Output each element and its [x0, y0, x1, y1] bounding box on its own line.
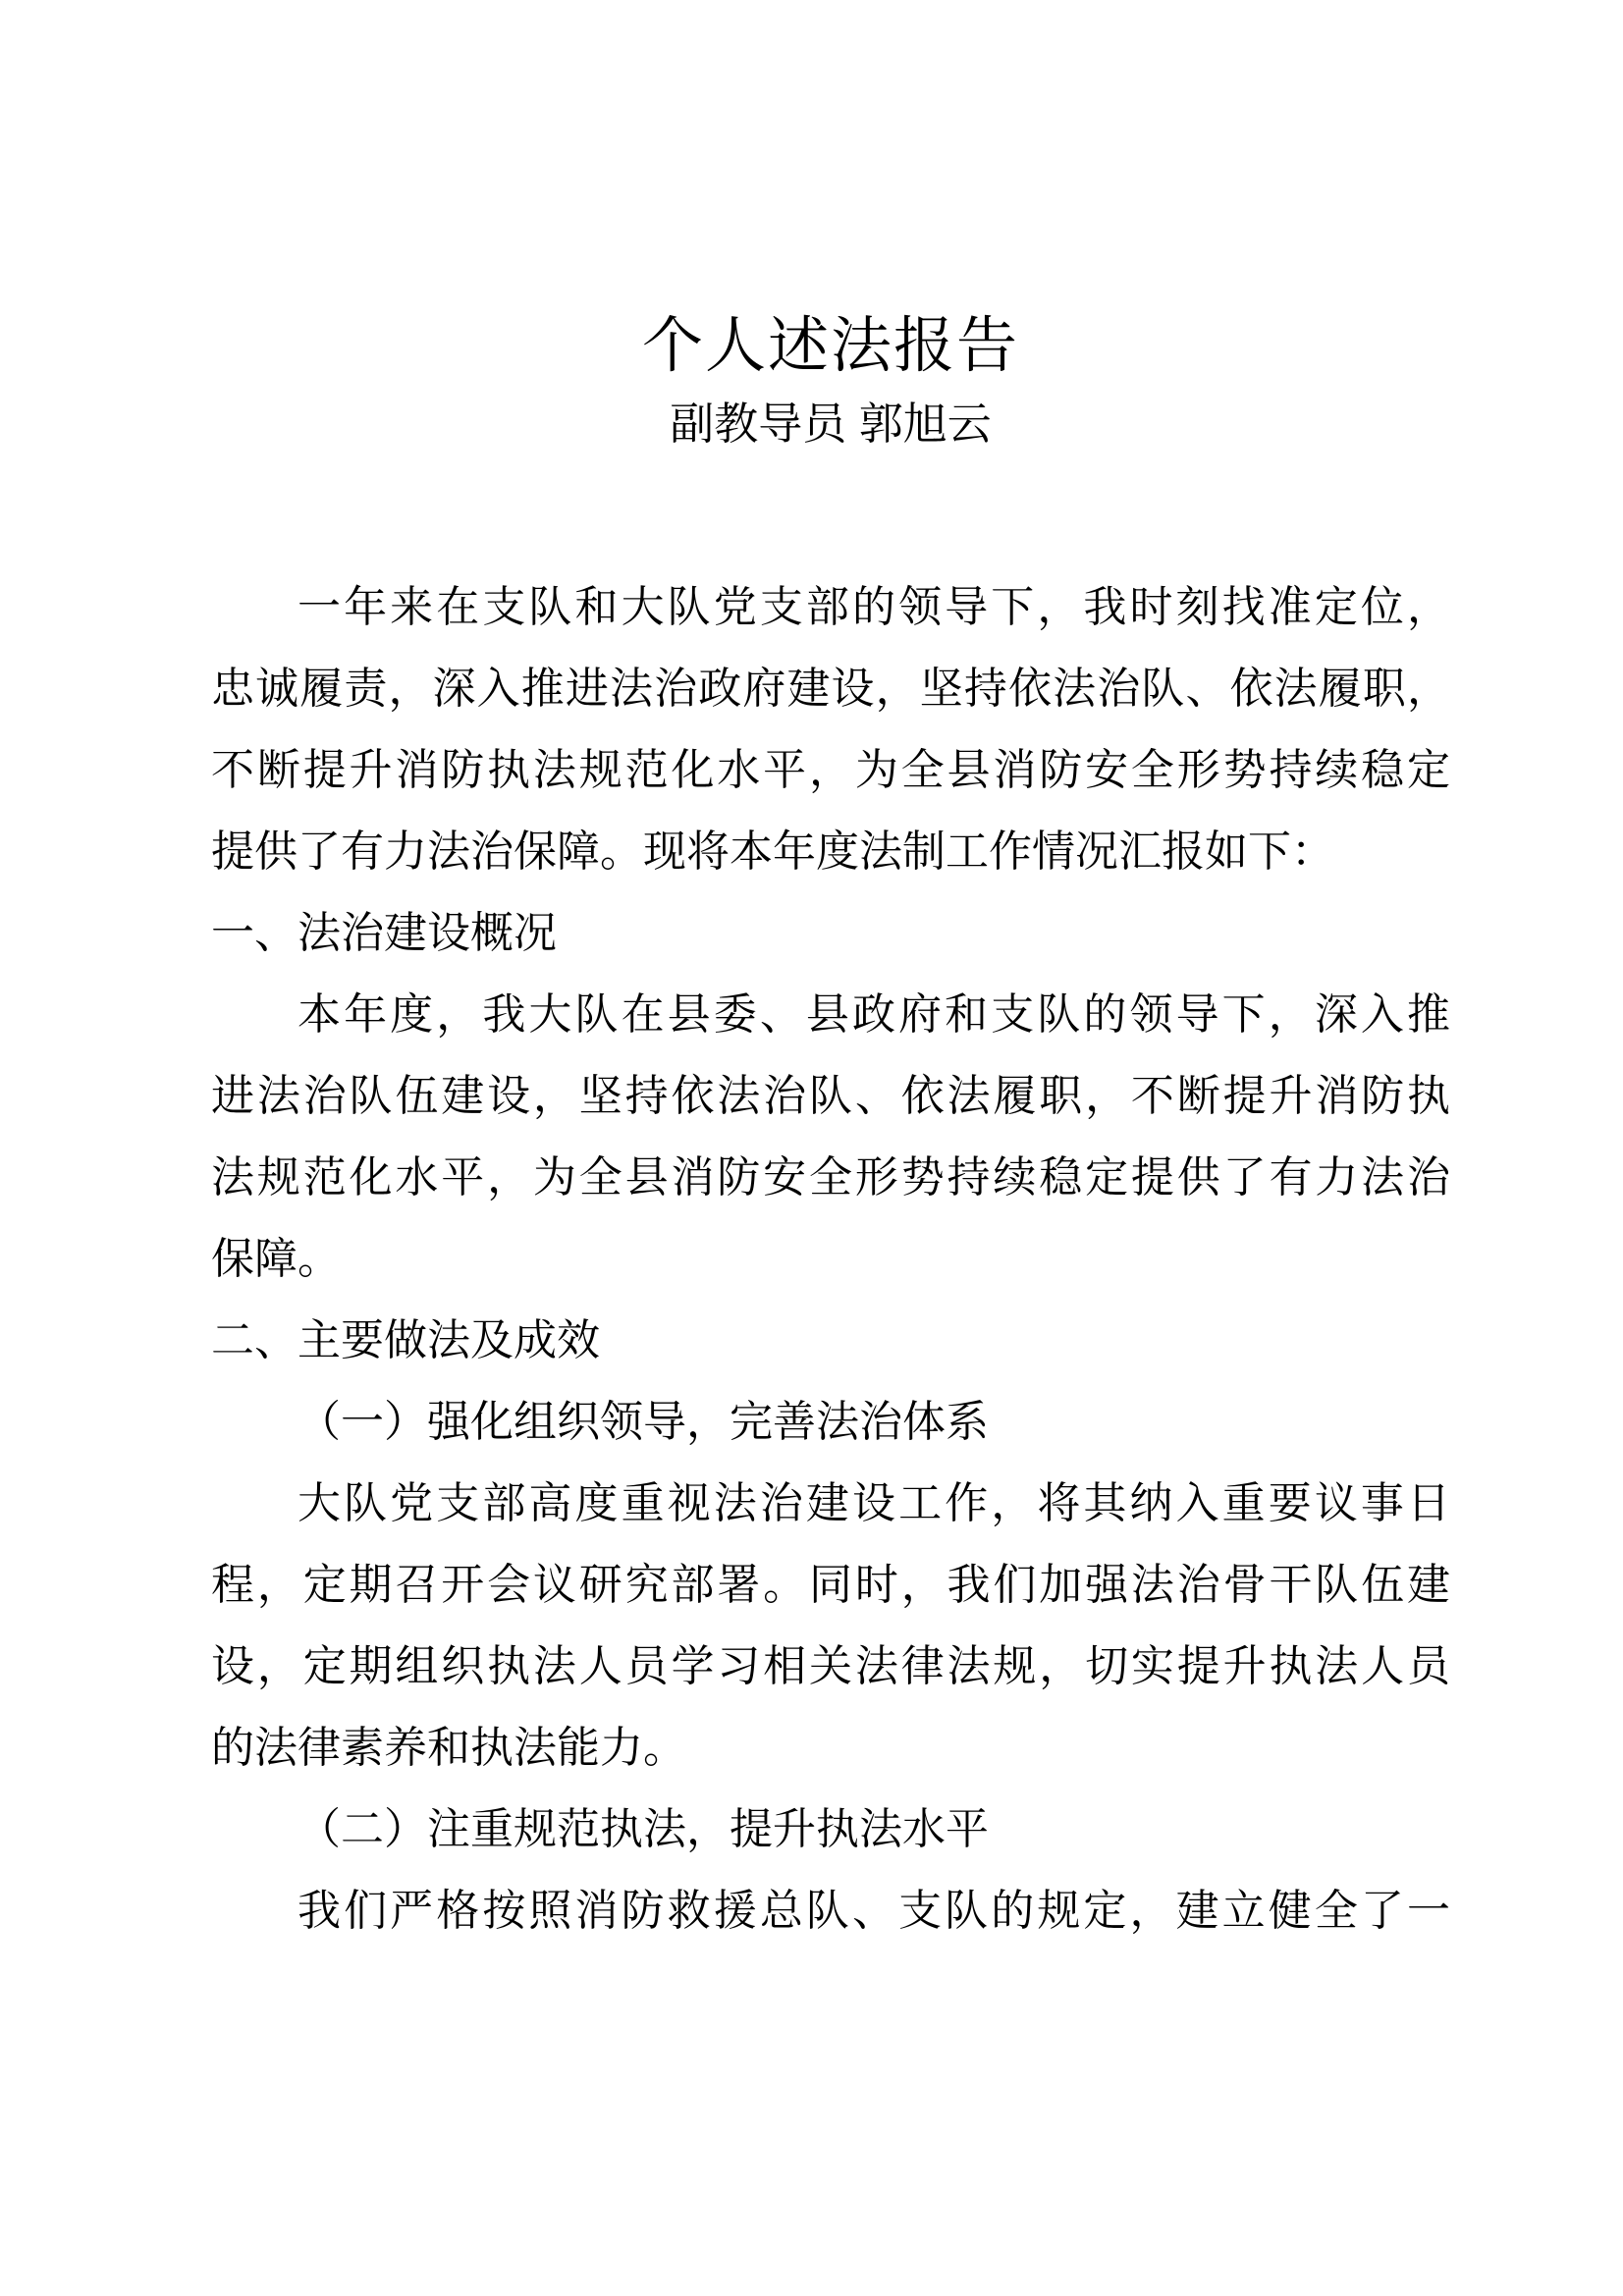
paragraph-line: 本年度，我大队在县委、县政府和支队的领导下，深入推	[298, 990, 1450, 1039]
subsection-heading: （二）注重规范执法，提升执法水平	[298, 1805, 989, 1853]
subsection-heading: （一）强化组织领导，完善法治体系	[298, 1398, 989, 1446]
paragraph-line: 忠诚履责，深入推进法治政府建设，坚持依法治队、依法履职，	[211, 665, 1450, 713]
section-heading: 一、法治建设概况	[211, 909, 557, 957]
paragraph-line: 程，定期召开会议研究部署。同时，我们加强法治骨干队伍建	[211, 1561, 1450, 1609]
paragraph-line: 进法治队伍建设，坚持依法治队、依法履职，不断提升消防执	[211, 1072, 1450, 1120]
paragraph-line: 大队党支部高度重视法治建设工作，将其纳入重要议事日	[298, 1479, 1450, 1527]
paragraph-line: 一年来在支队和大队党支部的领导下，我时刻找准定位，	[298, 583, 1450, 631]
paragraph-line: 设，定期组织执法人员学习相关法律法规，切实提升执法人员	[211, 1642, 1450, 1690]
paragraph-line: 的法律素养和执法能力。	[211, 1724, 686, 1772]
paragraph-line: 法规范化水平，为全县消防安全形势持续稳定提供了有力法治	[211, 1153, 1450, 1201]
paragraph-line: 保障。	[211, 1235, 341, 1283]
paragraph-line: 不断提升消防执法规范化水平，为全县消防安全形势持续稳定	[211, 746, 1450, 794]
document-content	[211, 0, 1450, 1951]
paragraph-line: 我们严格按照消防救援总队、支队的规定，建立健全了一	[298, 1887, 1450, 1935]
paragraph-line: 提供了有力法治保障。现将本年度法制工作情况汇报如下：	[211, 828, 1334, 876]
document-byline: 副教导员 郭旭云	[670, 399, 992, 449]
document-body	[211, 566, 1450, 1951]
document-title: 个人述法报告	[641, 312, 1019, 380]
section-heading: 二、主要做法及成效	[211, 1316, 600, 1364]
